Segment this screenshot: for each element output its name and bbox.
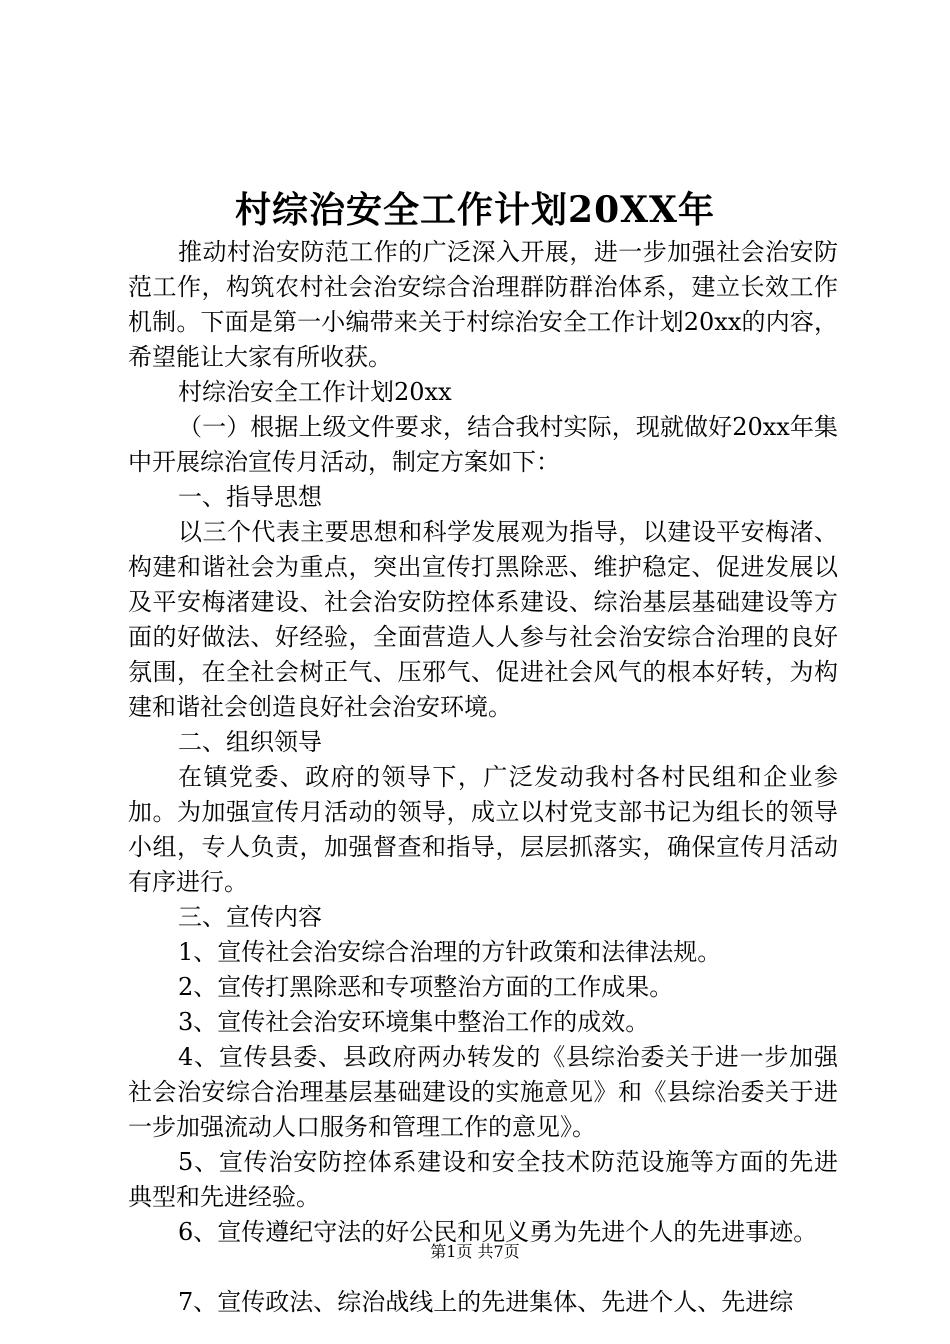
guiding-thought-paragraph: 以三个代表主要思想和科学发展观为指导，以建设平安梅渚、构建和谐社会为重点，突出宣传打黑除恶、维护稳定、促进发展以及平安梅渚建设、社会治安防控体系建设、综治基层基础建设等方面的好做法、好经验，全面营造人人参与社会治安综合治理的良好氛围，在全社会树正气、压邪气、促进社会风气的根本好转，为构建和谐社会创造良好社会治安环境。 [128, 518, 838, 721]
list-item-1: 1、宣传社会治安综合治理的方针政策和法律法规。 [178, 938, 722, 966]
document-body [128, 235, 838, 1320]
heading-publicity-content: 三、宣传内容 [178, 903, 322, 931]
page-footer: 第1页 共7页 [430, 1242, 520, 1261]
document-title: 村综治安全工作计划20XX年 [235, 189, 715, 231]
intro-paragraph: 推动村治安防范工作的广泛深入开展，进一步加强社会治安防范工作，构筑农村社会治安综合治理群防群治体系，建立长效工作机制。下面是第一小编带来关于村综治安全工作计划20xx的内容，希望能让大家有所收获。 [128, 238, 838, 371]
list-item-6: 6、宣传遵纪守法的好公民和见义勇为先进个人的先进事迹。 [178, 1218, 818, 1246]
heading-guiding-thought: 一、指导思想 [178, 483, 322, 511]
heading-organization: 二、组织领导 [178, 728, 322, 756]
organization-paragraph: 在镇党委、政府的领导下，广泛发动我村各村民组和企业参加。为加强宣传月活动的领导，成立以村党支部书记为组长的领导小组，专人负责，加强督查和指导，层层抓落实，确保宣传月活动有序进行。 [128, 763, 838, 896]
list-item-7: 7、宣传政法、综治战线上的先进集体、先进个人、先进综 [178, 1288, 794, 1316]
list-item-5: 5、宣传治安防控体系建设和安全技术防范设施等方面的先进典型和先进经验。 [128, 1148, 838, 1211]
section-intro-paragraph: （一）根据上级文件要求，结合我村实际，现就做好20xx年集中开展综治宣传月活动，制定方案如下： [128, 413, 838, 476]
subtitle-line: 村综治安全工作计划20xx [178, 378, 452, 406]
list-item-2: 2、宣传打黑除恶和专项整治方面的工作成果。 [178, 973, 674, 1001]
list-item-3: 3、宣传社会治安环境集中整治工作的成效。 [178, 1008, 650, 1036]
list-item-4: 4、宣传县委、县政府两办转发的《县综治委关于进一步加强社会治安综合治理基层基础建设的实施意见》和《县综治委关于进一步加强流动人口服务和管理工作的意见》。 [128, 1043, 838, 1141]
